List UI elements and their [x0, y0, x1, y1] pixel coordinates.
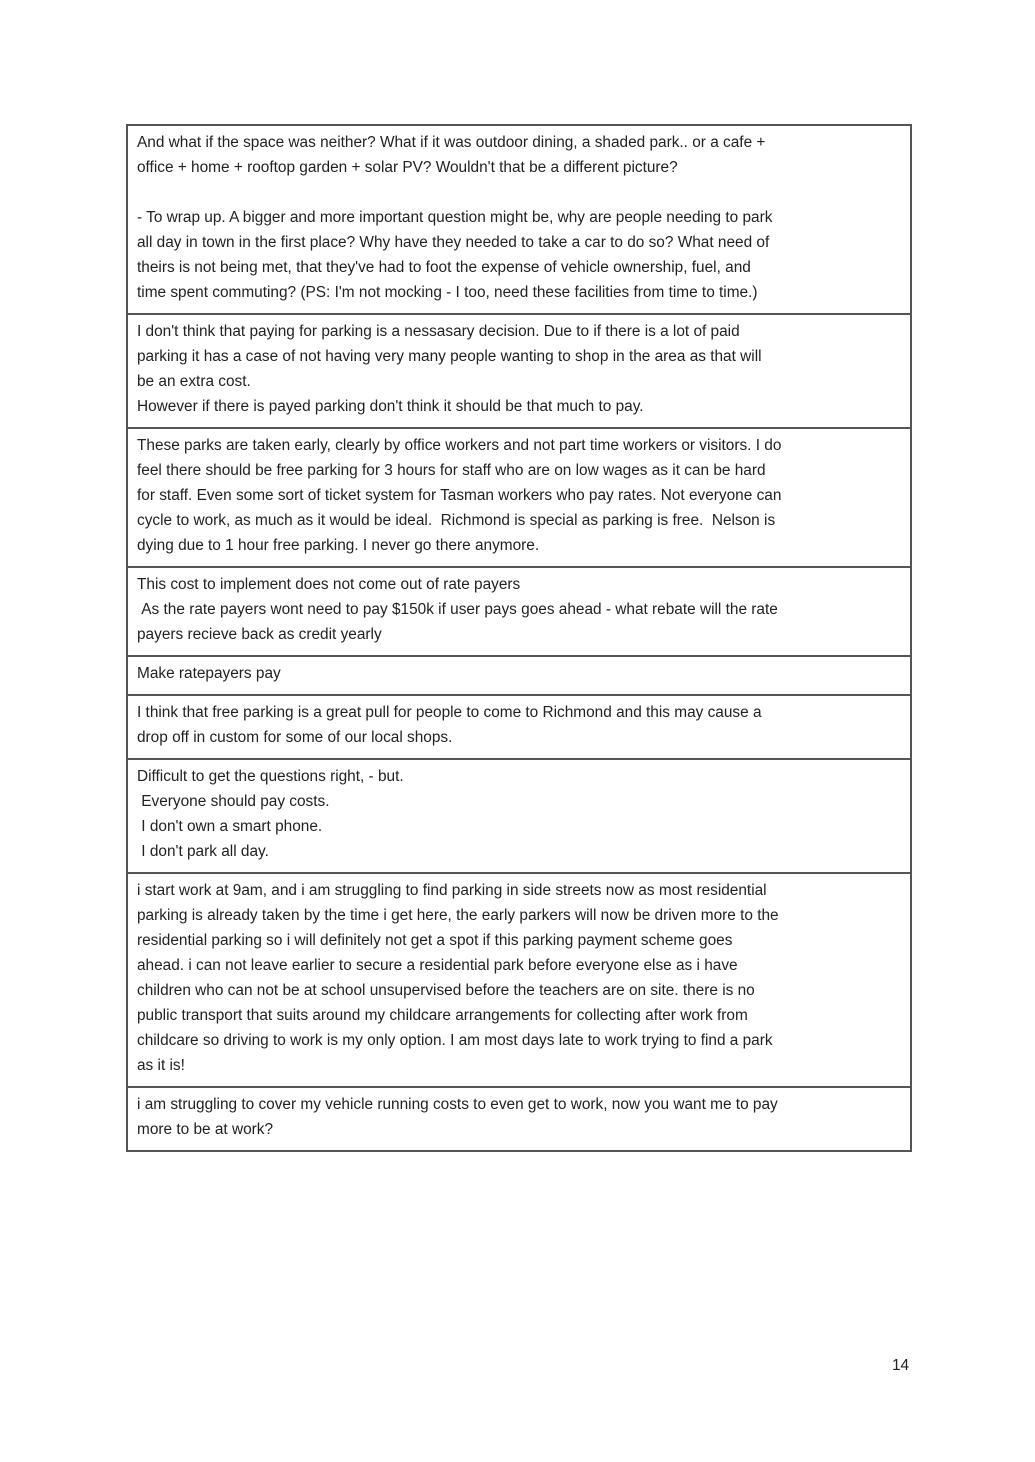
response-line: I don't think that paying for parking is a nessasary decision. Due to if there is a lot of paid: [137, 323, 740, 340]
response-line: i am struggling to cover my vehicle running costs to even get to work, now you want me to pay: [137, 1096, 778, 1113]
response-line: residential parking so i will definitely not get a spot if this parking payment scheme goes: [137, 932, 733, 949]
response-line: office + home + rooftop garden + solar PV? Wouldn't that be a different picture?: [137, 159, 678, 176]
response-row: [128, 758, 910, 872]
response-line: payers recieve back as credit yearly: [137, 626, 382, 643]
response-line: more to be at work?: [137, 1121, 274, 1138]
response-row: [128, 566, 910, 655]
response-line: Difficult to get the questions right, - but.: [137, 768, 404, 785]
response-line: And what if the space was neither? What if it was outdoor dining, a shaded park.. or a cafe +: [137, 134, 766, 151]
response-line: parking it has a case of not having very many people wanting to shop in the area as that will: [137, 348, 762, 365]
response-line: Make ratepayers pay: [137, 665, 281, 682]
response-line: drop off in custom for some of our local shops.: [137, 729, 453, 746]
response-line: ahead. i can not leave earlier to secure a residential park before everyone else as i have: [137, 957, 738, 974]
response-row: [128, 872, 910, 1086]
response-line: This cost to implement does not come out of rate payers: [137, 576, 521, 593]
response-row: [128, 427, 910, 566]
response-line: for staff. Even some sort of ticket system for Tasman workers who pay rates. Not everyone can: [137, 487, 782, 504]
response-line: I don't own a smart phone.: [137, 818, 323, 835]
response-line: as it is!: [137, 1057, 185, 1074]
response-line: time spent commuting? (PS: I'm not mocking - I too, need these facilities from time to time.): [137, 284, 758, 301]
response-row: [128, 313, 910, 427]
response-line: theirs is not being met, that they've had to foot the expense of vehicle ownership, fuel, and: [137, 259, 751, 276]
responses-table: [126, 124, 912, 1152]
response-line: public transport that suits around my childcare arrangements for collecting after work from: [137, 1007, 748, 1024]
response-line: As the rate payers wont need to pay $150k if user pays goes ahead - what rebate will the rate: [137, 601, 778, 618]
page-number: 14: [892, 1357, 910, 1374]
response-row: [128, 694, 910, 758]
response-row: [128, 126, 910, 313]
response-line: parking is already taken by the time i get here, the early parkers will now be driven more to the: [137, 907, 779, 924]
paragraph-gap: [137, 180, 902, 205]
response-line: - To wrap up. A bigger and more important question might be, why are people needing to park: [137, 209, 773, 226]
response-line: be an extra cost.: [137, 373, 251, 390]
response-line: cycle to work, as much as it would be ideal. Richmond is special as parking is free. Nelson is: [137, 512, 776, 529]
response-row: [128, 655, 910, 694]
response-line: childcare so driving to work is my only option. I am most days late to work trying to find a park: [137, 1032, 773, 1049]
response-line: However if there is payed parking don't think it should be that much to pay.: [137, 398, 644, 415]
response-line: dying due to 1 hour free parking. I never go there anymore.: [137, 537, 540, 554]
response-line: i start work at 9am, and i am struggling to find parking in side streets now as most residential: [137, 882, 767, 899]
response-line: I don't park all day.: [137, 843, 269, 860]
response-line: all day in town in the first place? Why have they needed to take a car to do so? What need of: [137, 234, 770, 251]
response-line: These parks are taken early, clearly by office workers and not part time workers or visitors. I do: [137, 437, 782, 454]
response-line: children who can not be at school unsupervised before the teachers are on site. there is no: [137, 982, 755, 999]
response-line: Everyone should pay costs.: [137, 793, 330, 810]
response-row: [128, 1086, 910, 1150]
response-line: I think that free parking is a great pull for people to come to Richmond and this may cause a: [137, 704, 762, 721]
response-line: feel there should be free parking for 3 hours for staff who are on low wages as it can be hard: [137, 462, 766, 479]
